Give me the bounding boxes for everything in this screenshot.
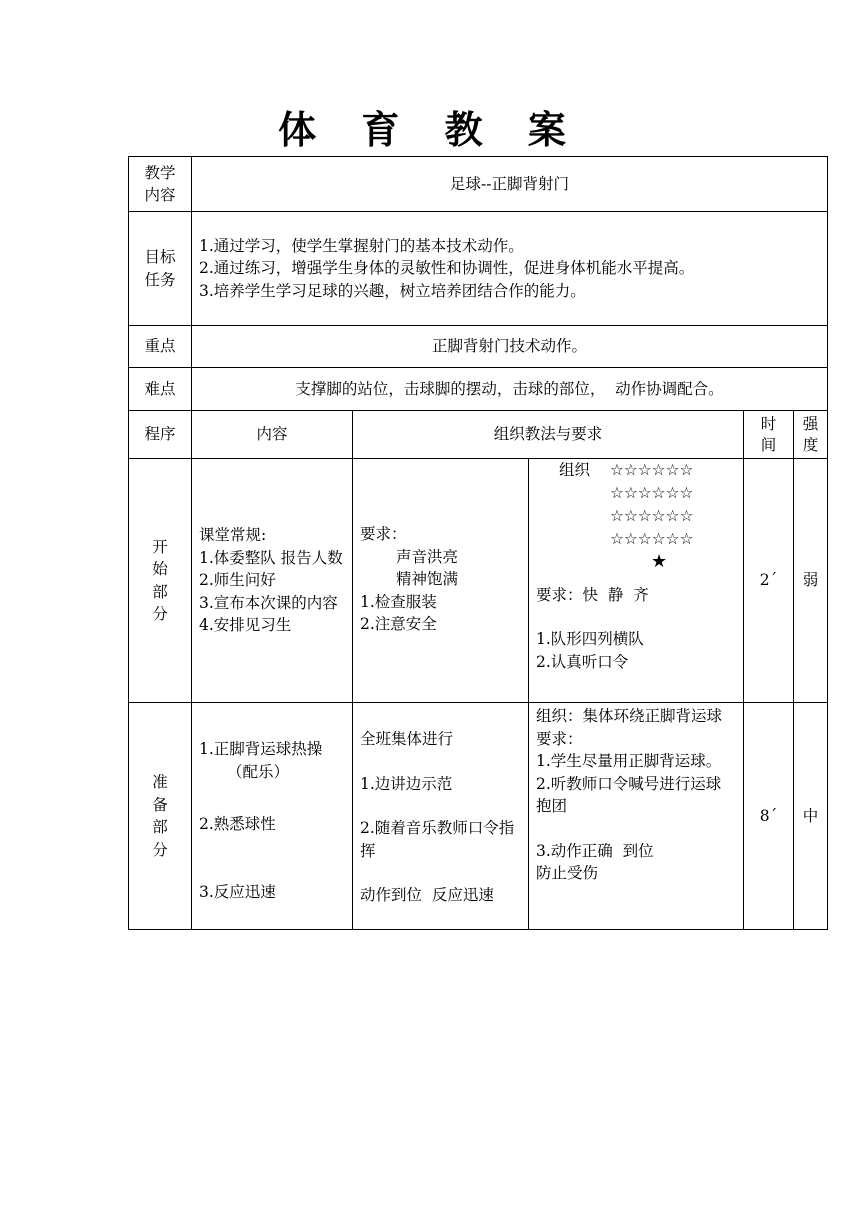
prep-time: 8´ <box>744 703 794 930</box>
lesson-topic: 足球--正脚背射门 <box>192 157 828 212</box>
goal-item: 1.通过学习，使学生掌握射门的基本技术动作。 <box>199 236 524 255</box>
method-line: 2.注意安全 <box>360 615 437 633</box>
content-line: 1.体委整队 报告人数 <box>199 548 343 567</box>
org-item: 1.队形四列横队 <box>536 630 644 648</box>
start-intensity: 弱 <box>794 459 828 703</box>
label-goals: 目标 任务 <box>129 212 192 326</box>
row-content <box>129 157 828 212</box>
header-content: 内容 <box>192 411 353 459</box>
method-line: 1.边讲边示范 <box>360 774 453 793</box>
org-line: 防止受伤 <box>536 864 599 882</box>
prep-method <box>353 703 529 930</box>
row-keypoint <box>129 326 828 368</box>
student-row-icon: ☆☆☆☆☆☆ <box>610 530 694 548</box>
org-item: 2.认真听口令 <box>536 652 629 671</box>
org-line: 3.动作正确 到位 <box>536 841 654 860</box>
label-prep: 准 备 部 分 <box>129 703 192 930</box>
label-start: 开 始 部 分 <box>129 459 192 703</box>
content-line: 2.师生问好 <box>199 571 276 590</box>
method-line: 要求： <box>360 525 407 543</box>
label-keypoint: 重点 <box>129 326 192 368</box>
difficulty-value: 支撑脚的站位，击球脚的摆动，击球的部位， 动作协调配合。 <box>192 368 828 411</box>
org-line: 要求： <box>536 729 583 748</box>
goals-list <box>192 212 828 326</box>
content-line: 1.正脚背运球热操 <box>199 740 323 758</box>
method-line: 精神饱满 <box>396 570 459 588</box>
method-line: 1.检查服装 <box>360 592 437 611</box>
goal-item: 3.培养学生学习足球的兴趣，树立培养团结合作的能力。 <box>199 281 586 300</box>
content-line: 4.安排见习生 <box>199 616 292 635</box>
start-time: 2´ <box>744 459 794 703</box>
content-line: 课堂常规: <box>199 526 267 545</box>
keypoint-value: 正脚背射门技术动作。 <box>192 326 828 368</box>
label-content: 教学 内容 <box>129 157 192 212</box>
method-line: 动作到位 反应迅速 <box>360 886 494 904</box>
header-time: 时 间 <box>744 411 794 459</box>
page-title: 体 育 教 案 <box>278 107 582 152</box>
lesson-plan-table <box>128 156 828 930</box>
header-program: 程序 <box>129 411 192 459</box>
org-line: 组织：集体环绕正脚背运球 <box>536 707 723 725</box>
content-line: 2.熟悉球性 <box>199 815 276 833</box>
row-prep <box>129 703 828 930</box>
start-organization <box>529 459 744 703</box>
prep-content <box>192 703 353 930</box>
row-goals <box>129 212 828 326</box>
teacher-icon: ★ <box>651 551 668 572</box>
content-line: 3.反应迅速 <box>199 882 276 901</box>
row-start <box>129 459 828 703</box>
prep-organization <box>529 703 744 930</box>
content-line: （配乐） <box>227 762 290 781</box>
method-line: 2.随着音乐教师口令指挥 <box>360 819 515 860</box>
content-line: 3.宣布本次课的内容 <box>199 593 338 612</box>
start-content <box>192 459 353 703</box>
prep-intensity: 中 <box>794 703 828 930</box>
goal-item: 2.通过练习，增强学生身体的灵敏性和协调性，促进身体机能水平提高。 <box>199 259 695 278</box>
start-method <box>353 459 529 703</box>
row-headers <box>129 411 828 459</box>
student-row-icon: ☆☆☆☆☆☆ <box>610 484 694 502</box>
method-line: 声音洪亮 <box>396 547 459 566</box>
student-row-icon: ☆☆☆☆☆☆ <box>610 461 694 479</box>
header-method: 组织教法与要求 <box>353 411 744 459</box>
org-requirement: 要求：快 静 齐 <box>536 585 649 604</box>
org-line: 2.听教师口令喊号进行运球抱团 <box>536 774 722 815</box>
org-line: 1.学生尽量用正脚背运球。 <box>536 752 722 770</box>
org-label: 组织 <box>559 461 591 479</box>
label-difficulty: 难点 <box>129 368 192 411</box>
row-difficulty <box>129 368 828 411</box>
header-intensity: 强 度 <box>794 411 828 459</box>
student-row-icon: ☆☆☆☆☆☆ <box>610 507 694 525</box>
method-line: 全班集体进行 <box>360 730 454 748</box>
